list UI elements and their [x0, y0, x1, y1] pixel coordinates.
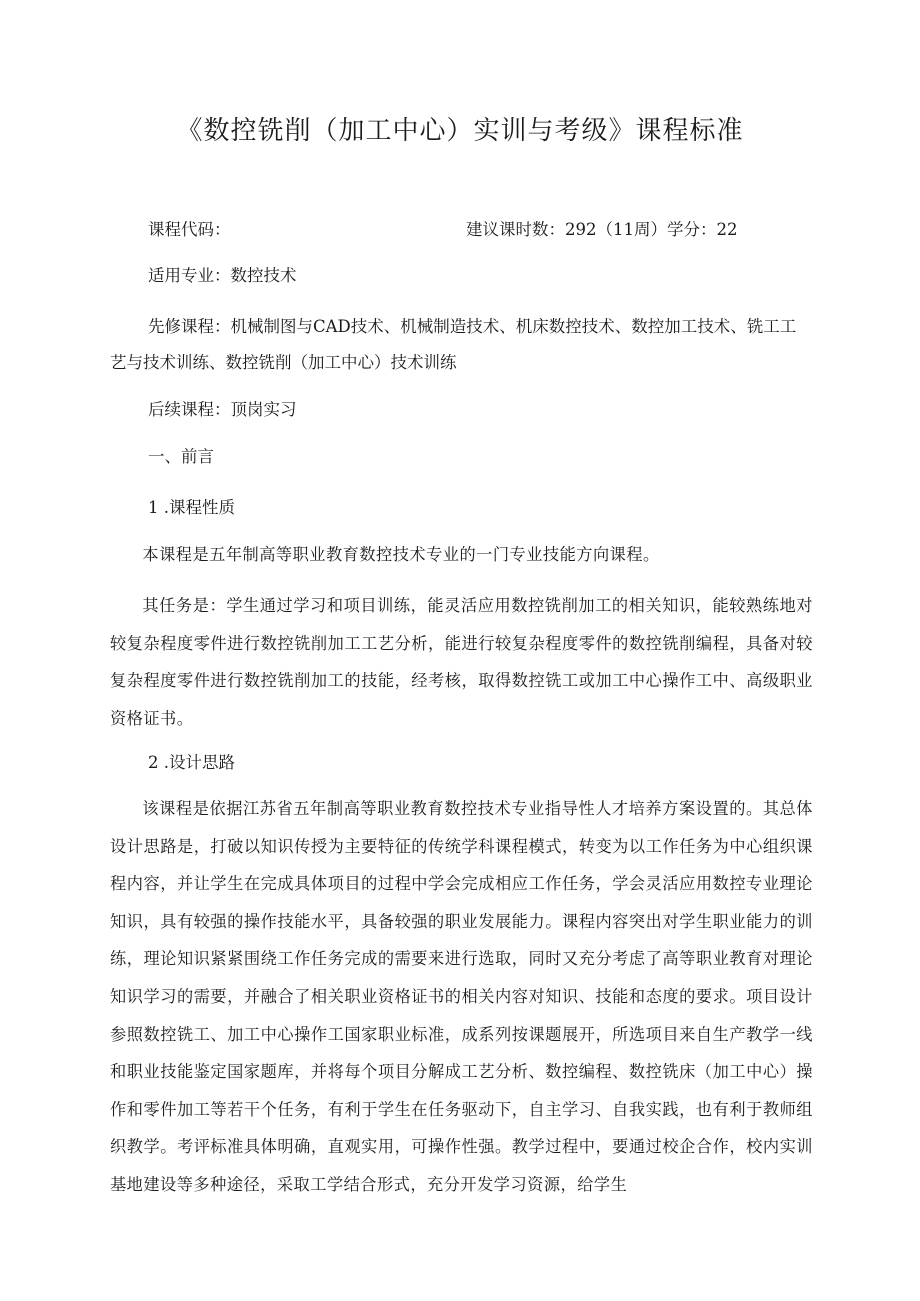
section-heading-preface: 一、前言 [148, 447, 214, 466]
document-title: 《数控铣削（加工中心）实训与考级》课程标准 [176, 116, 744, 146]
hours-credits: 建议课时数：292（11周）学分：22 [466, 220, 738, 239]
subsection-heading-design: 2 .设计思路 [148, 753, 235, 772]
course-code-row [148, 218, 738, 242]
subsection-heading-course-nature: 1 .课程性质 [148, 498, 235, 517]
course-code-label: 课程代码： [148, 220, 231, 239]
paragraph-design-approach: 该课程是依据江苏省五年制高等职业教育数控技术专业指导性人才培养方案设置的。其总体设计思路是，打破以知识传授为主要特征的传统学科课程模式，转变为以工作任务为中心组织课程内容，并让学生在完成具体项目的过程中学会完成相应工作任务，学会灵活应用数控专业理论知识，具有较强的操作技能水平，具备较强的职业发展能力。课程内容突出对学生职业能力的训练，理论知识紧紧围绕工作任务完成的需要来进行选取，同时又充分考虑了高等职业教育对理论知识学习的需要，并融合了相关职业资格证书的相关内容对知识、技能和态度的要求。项目设计参照数控铣工、加工中心操作工国家职业标准，成系列按课题展开，所选项目来自生产教学一线和职业技能鉴定国家题库，并将每个项目分解成工艺分析、数控编程、数控铣床（加工中心）操作和零件加工等若干个任务，有利于学生在任务驱动下，自主学习、自我实践，也有利于教师组织教学。考评标准具体明确，直观实用，可操作性强。教学过程中，要通过校企合作，校内实训基地建设等多种途径，采取工学结合形式，充分开发学习资源，给学生 [110, 799, 813, 1194]
follow-up-courses: 后续课程：顶岗实习 [148, 400, 297, 419]
paragraph-course-task: 其任务是：学生通过学习和项目训练，能灵活应用数控铣削加工的相关知识，能较熟练地对较复杂程度零件进行数控铣削加工工艺分析，能进行较复杂程度零件的数控铣削编程，具备对较复杂程度零件进行数控铣削加工的技能，经考核，取得数控铣工或加工中心操作工中、高级职业资格证书。 [110, 596, 813, 728]
prerequisites-line-1: 先修课程：机械制图与CAD技术、机械制造技术、机床数控技术、数控加工技术、铣工工 [148, 317, 797, 336]
prerequisites-line-2: 艺与技术训练、数控铣削（加工中心）技术训练 [110, 353, 457, 372]
applicable-major: 适用专业：数控技术 [148, 266, 297, 285]
paragraph-course-nature: 本课程是五年制高等职业教育数控技术专业的一门专业技能方向课程。 [142, 545, 660, 564]
